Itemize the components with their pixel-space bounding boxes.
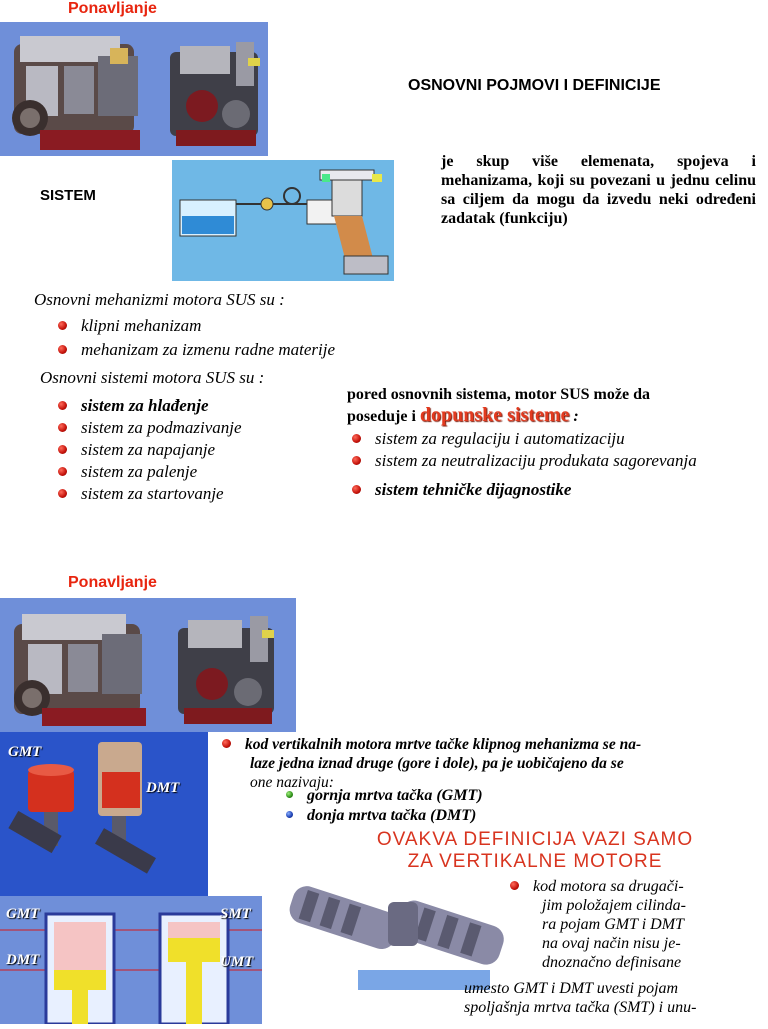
point-line: spoljašnja mrtva tačka (SMT) i unu- [464,999,697,1016]
bullet-icon [58,489,67,498]
point-line: ra pojam GMT i DMT [542,916,684,933]
point-line: kod vertikalnih motora mrtve tačke klipnog mehanizma se na- [222,735,641,754]
list-item: klipni mehanizam [58,316,201,336]
bullet-icon [352,485,361,494]
bullet-icon [352,456,361,465]
bullet-icon [510,881,519,890]
dmt-label-top: DMT [146,780,180,796]
bullet-icon [286,791,293,798]
additional-intro-line2: poseduje i [347,408,416,425]
slide1-title: Ponavljanje [68,0,157,17]
list-item: sistem za palenje [58,462,197,482]
main-heading: OSNOVNI POJMOVI I DEFINICIJE [408,77,661,94]
point-line: jim položajem cilinda- [542,897,686,914]
point-line: one nazivaju: [250,774,334,791]
bullet-icon [58,445,67,454]
gmt-label-top: GMT [8,744,42,760]
dmt-label-bottom: DMT [6,952,40,968]
slide2-title: Ponavljanje [68,574,157,591]
system-schematic-panel [172,160,394,281]
list-item: mehanizam za izmenu radne materije [58,340,335,360]
boxer-engine-illustration [278,872,510,992]
point-line: kod motora sa drugači- [510,877,686,896]
vertical-only-note: OVAKVA DEFINICIJA VAZI SAMO ZA VERTIKALNE MOTORE [376,829,694,872]
list-item: sistem za regulaciju i automatizaciju [352,429,625,449]
additional-colon: : [573,408,579,425]
point-line: na ovaj način nisu je- [542,935,681,952]
list-item: sistem za napajanje [58,440,215,460]
list-item: sistem za neutralizaciju produkata sagorevanja [352,451,697,471]
list-item: donja mrtva tačka (DMT) [286,807,476,825]
bullet-icon [58,467,67,476]
other-engines-point [510,877,686,972]
system-definition [441,152,756,228]
bullet-icon [58,401,67,410]
sistem-label: SISTEM [40,187,96,204]
bullet-icon [352,434,361,443]
list-item: sistem tehničke dijagnostike [352,480,571,500]
gmt-label-bottom: GMT [6,906,40,922]
system-definition-text: je skup više elemenata, spojeva i mehanizama, koji su povezani u jednu celinu sa ciljem da mogu da izvedu neki određeni zadatak (funkciju) [441,153,756,227]
additional-highlight: dopunske sisteme [419,404,570,426]
point-line: umesto GMT i DMT uvesti pojam [464,980,679,997]
point-line: dnoznačno definisane [542,954,682,971]
engine-image-panel [0,22,268,156]
point-line: laze jedna iznad druge (gore i dole), pa je uobičajeno da se [250,755,624,772]
smt-label: SMT [220,906,251,922]
bullet-icon [222,739,231,748]
piston-diagram-panel [0,732,208,896]
bullet-icon [286,811,293,818]
systems-heading: Osnovni sistemi motora SUS su : [40,368,265,387]
engine-image-panel-2 [0,598,296,732]
additional-intro [347,385,727,427]
bullet-icon [58,345,67,354]
list-item: sistem za startovanje [58,484,224,504]
mechanisms-heading: Osnovni mehanizmi motora SUS su : [34,290,285,309]
list-item: sistem za podmazivanje [58,418,242,438]
umt-label: UMT [220,954,254,970]
piston-section-panel [0,896,262,1024]
list-item: gornja mrtva tačka (GMT) [286,787,483,805]
engine-illustration [0,598,296,732]
bullet-icon [58,423,67,432]
vertical-engine-point [222,735,641,792]
horizontal-engine-panel [278,872,510,992]
engine-illustration [0,22,268,156]
bullet-icon [58,321,67,330]
additional-intro-line1: pored osnovnih sistema, motor SUS može da [347,386,650,403]
list-item: sistem za hlađenje [58,396,209,416]
smt-umt-note [464,979,764,1017]
fuel-system-illustration [172,160,394,281]
